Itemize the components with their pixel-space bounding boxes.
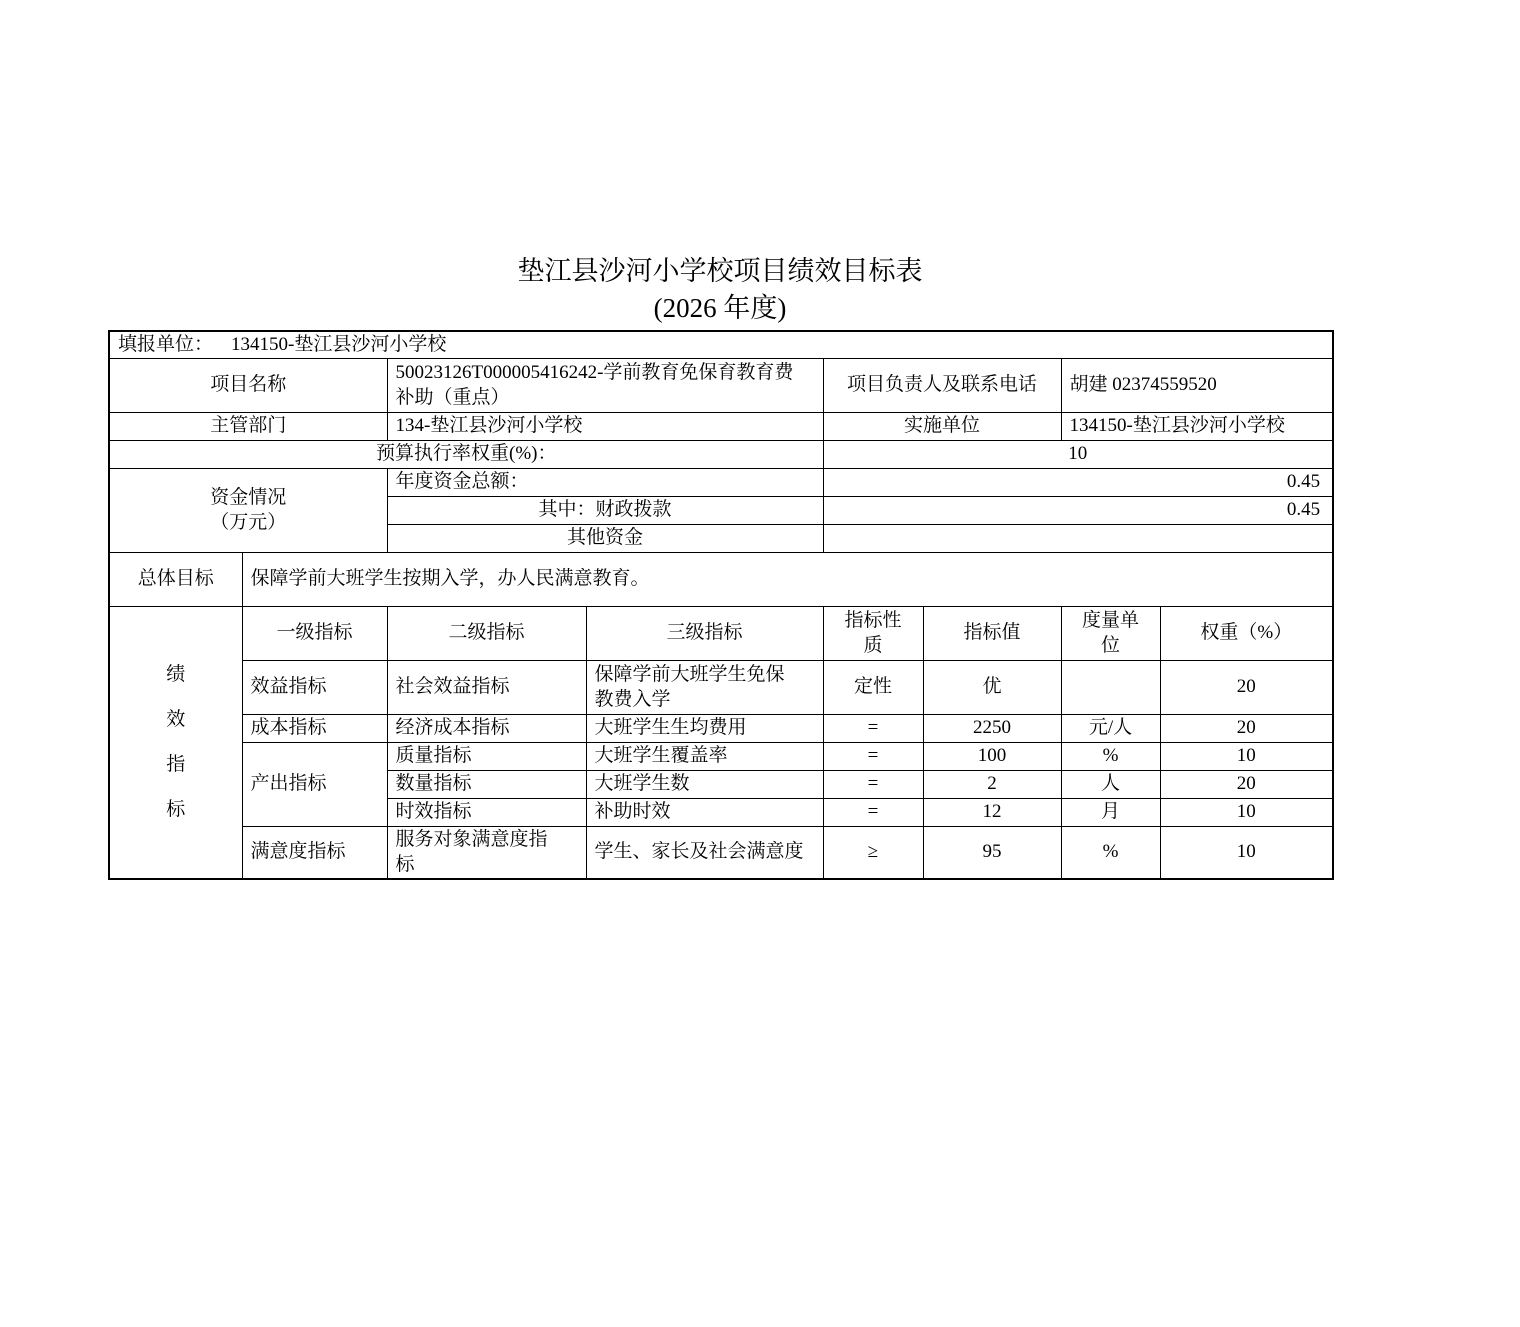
level3-cell: 补助时效: [586, 798, 823, 826]
weight-cell: 10: [1160, 826, 1333, 879]
header-level3: 三级指标: [586, 606, 823, 660]
funds-label-line2: （万元）: [210, 512, 287, 534]
budget-rate-label: 预算执行率权重(%)：: [109, 440, 823, 468]
funds-total-label: 年度资金总额：: [387, 468, 823, 496]
budget-rate-row: [109, 440, 1333, 468]
level3-cell: 学生、家长及社会满意度: [586, 826, 823, 879]
level2-cell: 服务对象满意度指标: [387, 826, 586, 879]
report-unit-cell: [109, 331, 1333, 358]
performance-target-table: [108, 330, 1334, 880]
value-cell: 12: [923, 798, 1061, 826]
nature-cell: ≥: [823, 826, 923, 879]
nature-cell: =: [823, 742, 923, 770]
overall-goal-value: 保障学前大班学生按期入学，办人民满意教育。: [242, 552, 1333, 606]
level3-cell: 大班学生数: [586, 770, 823, 798]
indicator-row-cost: [109, 714, 1333, 742]
weight-cell: 20: [1160, 714, 1333, 742]
project-name-row: [109, 358, 1333, 412]
funds-total-value: 0.45: [823, 468, 1333, 496]
level3-cell: 大班学生生均费用: [586, 714, 823, 742]
project-name-label: 项目名称: [109, 358, 387, 412]
report-unit-label: 填报单位：: [118, 334, 214, 355]
header-level2: 二级指标: [387, 606, 586, 660]
overall-goal-label: 总体目标: [109, 552, 242, 606]
department-row: [109, 412, 1333, 440]
indicator-row-satisfaction: [109, 826, 1333, 879]
level2-cell: 社会效益指标: [387, 660, 586, 714]
report-unit-row: [109, 331, 1333, 358]
funds-label-cell: [109, 468, 387, 552]
unit-cell: %: [1061, 742, 1160, 770]
funds-fiscal-value: 0.45: [823, 496, 1333, 524]
weight-cell: 10: [1160, 742, 1333, 770]
level1-cell: 成本指标: [242, 714, 387, 742]
unit-cell: 月: [1061, 798, 1160, 826]
header-unit: 度量单位: [1061, 606, 1160, 660]
funds-other-value: [823, 524, 1333, 552]
value-cell: 2: [923, 770, 1061, 798]
level2-cell: 数量指标: [387, 770, 586, 798]
document-title-line2: (2026 年度): [653, 293, 787, 323]
level2-cell: 经济成本指标: [387, 714, 586, 742]
level1-cell: 满意度指标: [242, 826, 387, 879]
header-level1: 一级指标: [242, 606, 387, 660]
value-cell: 2250: [923, 714, 1061, 742]
impl-unit-value: 134150-垫江县沙河小学校: [1061, 412, 1333, 440]
report-unit-value: 134150-垫江县沙河小学校: [231, 334, 447, 355]
weight-cell: 20: [1160, 770, 1333, 798]
project-manager-value: 胡建 02374559520: [1061, 358, 1333, 412]
indicator-group-label: 绩效指标: [166, 664, 186, 821]
nature-cell: 定性: [823, 660, 923, 714]
funds-total-row: [109, 468, 1333, 496]
funds-other-label: 其他资金: [387, 524, 823, 552]
value-cell: 95: [923, 826, 1061, 879]
level2-cell: 质量指标: [387, 742, 586, 770]
document-title: [108, 253, 1332, 327]
nature-cell: =: [823, 798, 923, 826]
level1-cell: 效益指标: [242, 660, 387, 714]
indicator-group-cell: [109, 606, 242, 879]
impl-unit-label: 实施单位: [823, 412, 1061, 440]
unit-cell: %: [1061, 826, 1160, 879]
department-label: 主管部门: [109, 412, 387, 440]
department-value: 134-垫江县沙河小学校: [387, 412, 823, 440]
header-nature: 指标性质: [823, 606, 923, 660]
project-name-value-cell: [387, 358, 823, 412]
level3-cell: 保障学前大班学生免保教费入学: [586, 660, 823, 714]
project-manager-label: 项目负责人及联系电话: [823, 358, 1061, 412]
header-weight: 权重（%）: [1160, 606, 1333, 660]
level3-cell: 大班学生覆盖率: [586, 742, 823, 770]
weight-cell: 10: [1160, 798, 1333, 826]
unit-cell: 人: [1061, 770, 1160, 798]
unit-cell: 元/人: [1061, 714, 1160, 742]
value-cell: 100: [923, 742, 1061, 770]
indicator-row-quality: [109, 742, 1333, 770]
value-cell: 优: [923, 660, 1061, 714]
nature-cell: =: [823, 714, 923, 742]
funds-label-line1: 资金情况: [210, 486, 287, 508]
weight-cell: 20: [1160, 660, 1333, 714]
project-name-value: 50023126T000005416242-学前教育免保育教育费补助（重点）: [395, 361, 794, 409]
unit-cell: [1061, 660, 1160, 714]
level2-cell: 时效指标: [387, 798, 586, 826]
overall-goal-row: [109, 552, 1333, 606]
indicator-header-row: [109, 606, 1333, 660]
nature-cell: =: [823, 770, 923, 798]
indicator-row-benefit: [109, 660, 1333, 714]
budget-rate-value: 10: [823, 440, 1333, 468]
level1-cell: 产出指标: [242, 742, 387, 826]
document-title-line1: 垫江县沙河小学校项目绩效目标表: [517, 256, 923, 286]
funds-fiscal-label: 其中：财政拨款: [387, 496, 823, 524]
header-value: 指标值: [923, 606, 1061, 660]
